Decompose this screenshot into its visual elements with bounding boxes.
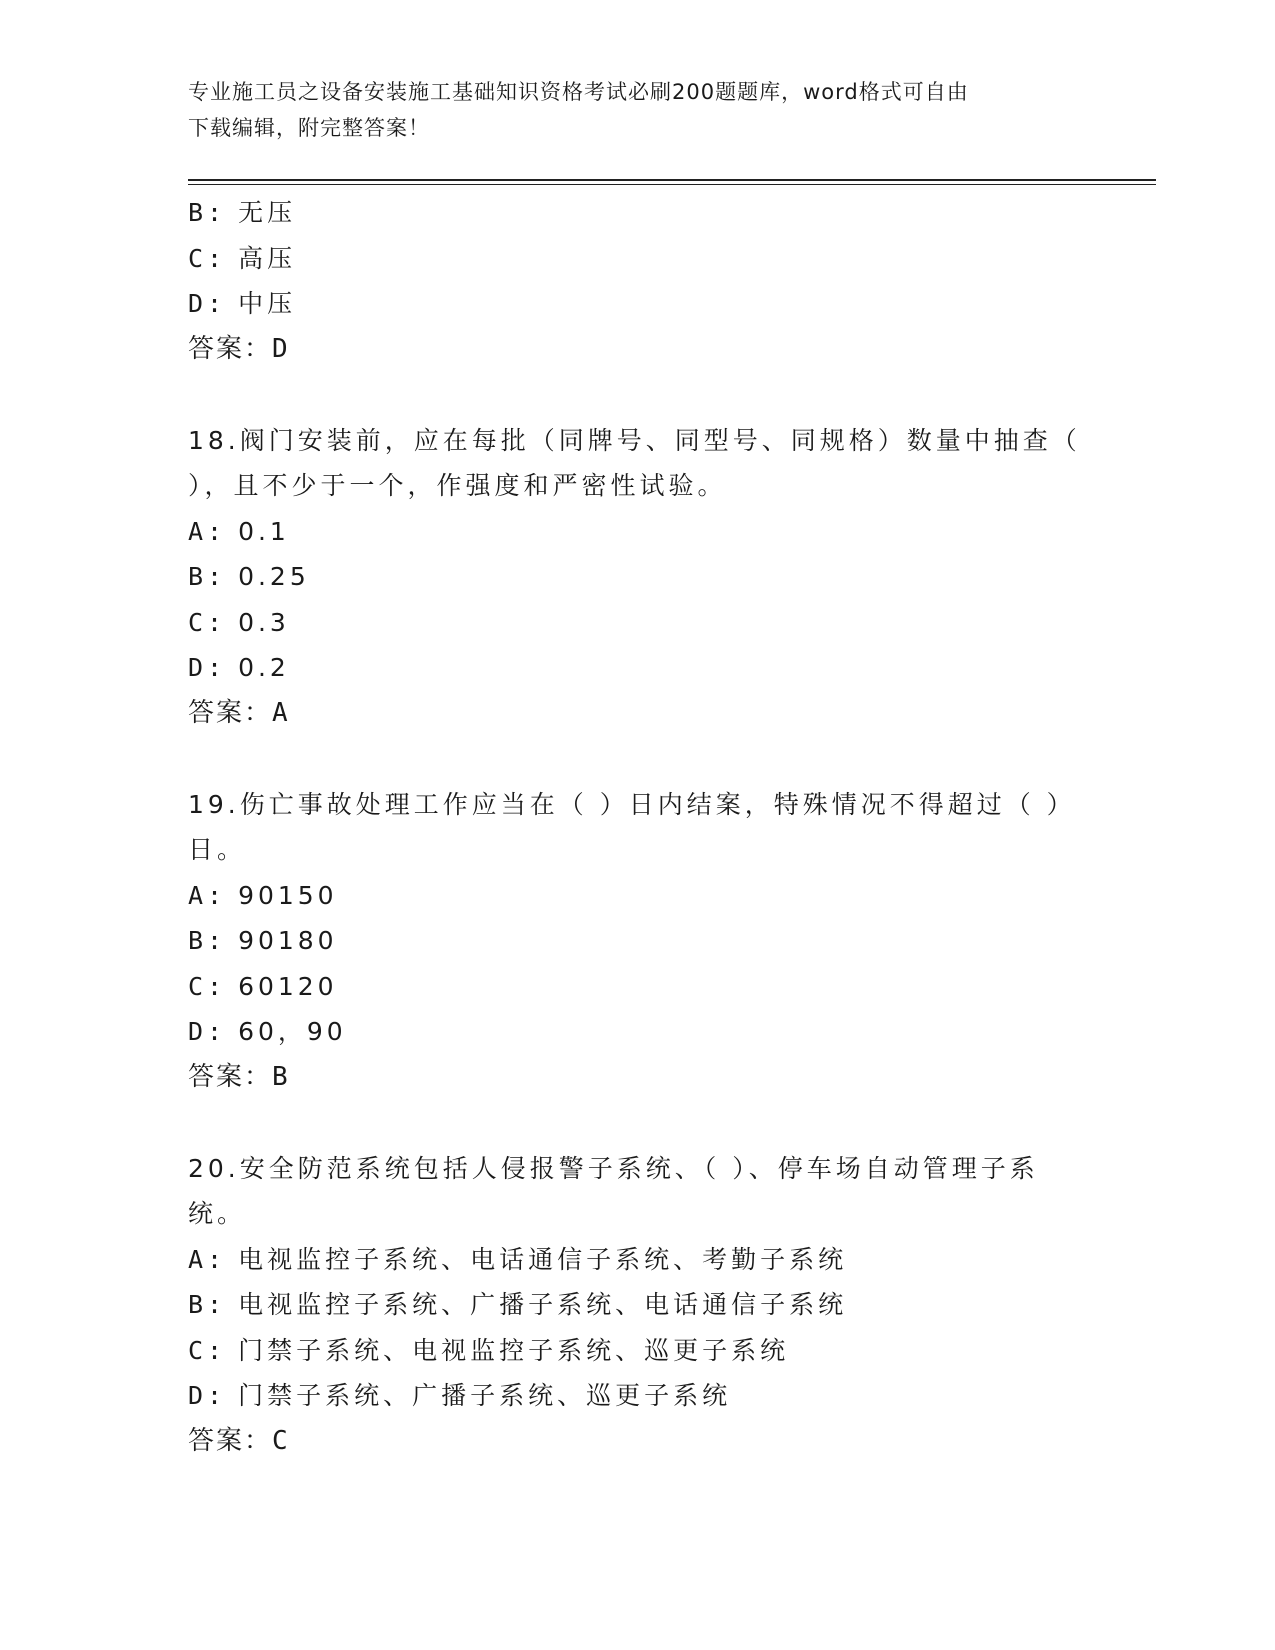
question-stem-line-1: 20.安全防范系统包括人侵报警子系统、（ ）、停车场自动管理子系	[188, 1153, 1039, 1183]
document-body	[188, 190, 1088, 1464]
question-stem-line-1: 18.阀门安装前，应在每批（同牌号、同型号、同规格）数量中抽查（	[188, 425, 1081, 455]
question-stem-line-2: ），且不少于一个，作强度和严密性试验。	[188, 471, 727, 500]
option-a: A: 电视监控子系统、电话通信子系统、考勤子系统	[188, 1244, 848, 1274]
header-line-1: 专业施工员之设备安装施工基础知识资格考试必刷200题题库，word格式可自由	[188, 80, 969, 104]
option-b: B: 无压	[188, 198, 297, 227]
question-stem-line-2: 统。	[188, 1199, 247, 1228]
question-17-continued	[188, 190, 1088, 372]
option-d: D: 门禁子系统、广播子系统、巡更子系统	[188, 1381, 732, 1410]
option-c: C: 0.3	[188, 607, 290, 637]
question-19	[188, 782, 1088, 1101]
question-18	[188, 418, 1088, 737]
question-stem-line-2: 日。	[188, 835, 247, 864]
page-header	[188, 74, 1088, 146]
option-b: B: 电视监控子系统、广播子系统、电话通信子系统	[188, 1290, 848, 1319]
option-c: C: 高压	[188, 243, 297, 273]
option-b: B: 90180	[188, 926, 338, 955]
answer-line: 答案：A	[188, 697, 290, 728]
option-d: D: 0.2	[188, 653, 290, 682]
answer-line: 答案：C	[188, 1425, 290, 1456]
option-a: A: 90150	[188, 880, 338, 910]
option-c: C: 60120	[188, 971, 338, 1001]
option-d: D: 中压	[188, 289, 297, 318]
header-rule-thin	[188, 184, 1156, 185]
header-line-2: 下载编辑，附完整答案！	[188, 116, 430, 140]
question-stem-line-1: 19.伤亡事故处理工作应当在（ ）日内结案，特殊情况不得超过（ ）	[188, 789, 1076, 819]
option-a: A: 0.1	[188, 516, 290, 546]
answer-line: 答案：B	[188, 1061, 290, 1092]
answer-line: 答案：D	[188, 333, 290, 364]
option-c: C: 门禁子系统、电视监控子系统、巡更子系统	[188, 1335, 790, 1365]
header-rule-thick	[188, 179, 1156, 181]
question-20	[188, 1146, 1088, 1465]
option-b: B: 0.25	[188, 562, 310, 591]
option-d: D: 60，90	[188, 1017, 347, 1046]
